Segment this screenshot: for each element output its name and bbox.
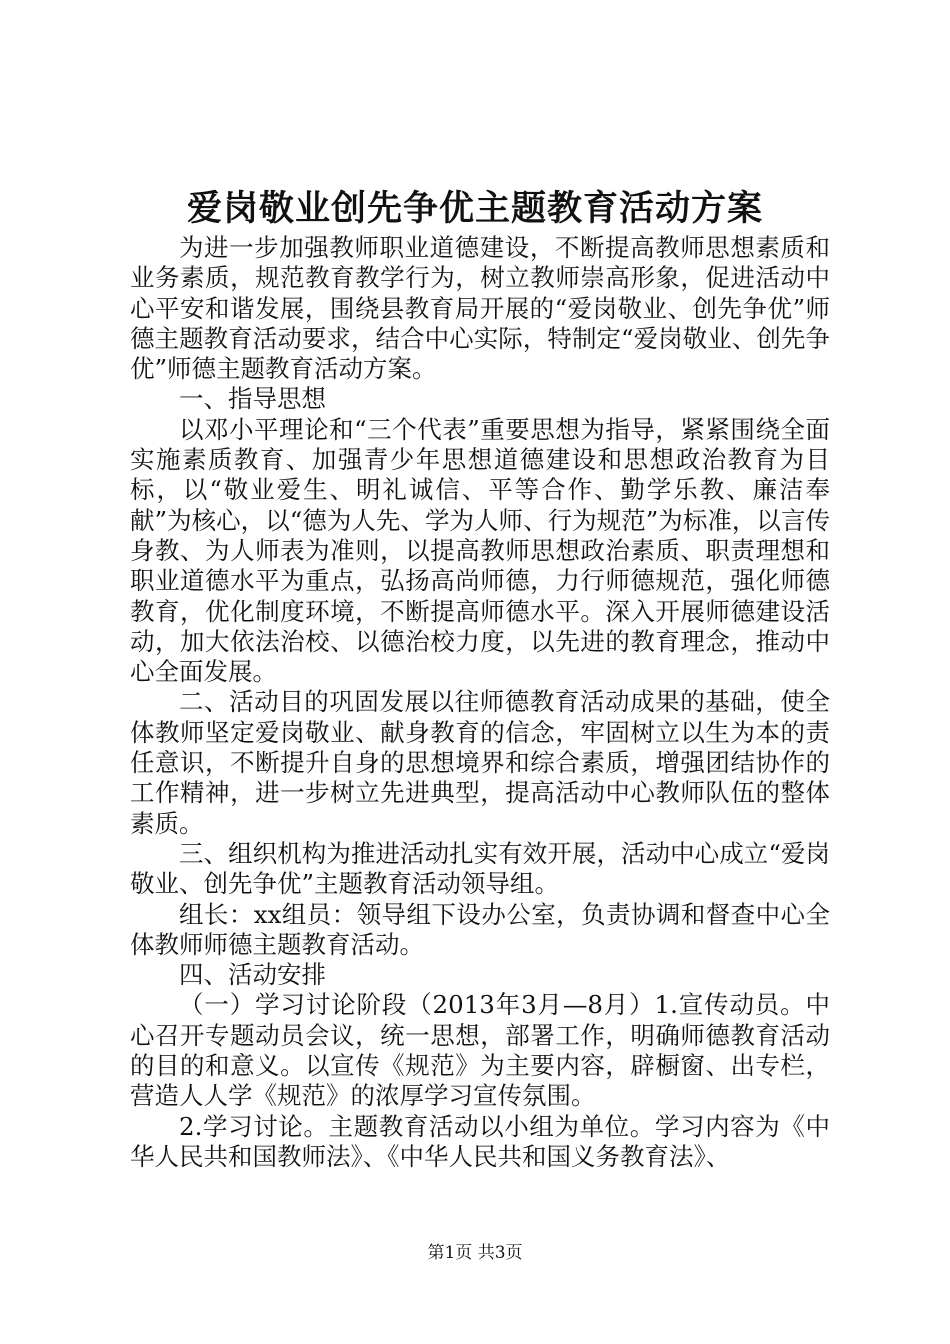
- paragraph-study-discussion: 2.学习讨论。主题教育活动以小组为单位。学习内容为《中华人民共和国教师法》、《中华人民共和国义务教育法》、: [130, 1111, 830, 1171]
- paragraph-group-members: 组长：xx组员：领导组下设办公室，负责协调和督查中心全体教师师德主题教育活动。: [130, 899, 830, 959]
- paragraph-study-stage: （一）学习讨论阶段（2013年3月—8月）1.宣传动员。中心召开专题动员会议，统一思想，部署工作，明确师德教育活动的目的和意义。以宣传《规范》为主要内容，辟橱窗、出专栏，营造人人学《规范》的浓厚学习宣传氛围。: [130, 990, 830, 1111]
- paragraph-activity-purpose: 二、活动目的巩固发展以往师德教育活动成果的基础，使全体教师坚定爱岗敬业、献身教育的信念，牢固树立以生为本的责任意识，不断提升自身的思想境界和综合素质，增强团结协作的工作精神，进一步树立先进典型，提高活动中心教师队伍的整体素质。: [130, 687, 830, 838]
- document-title: 爱岗敬业创先争优主题教育活动方案: [186, 188, 763, 229]
- paragraph-guiding-ideology: 以邓小平理论和“三个代表”重要思想为指导，紧紧围绕全面实施素质教育、加强青少年思想道德建设和思想政治教育为目标，以“敬业爱生、明礼诚信、平等合作、勤学乐教、廉洁奉献”为核心，以“德为人先、学为人师、行为规范”为标准，以言传身教、为人师表为准则，以提高教师思想政治素质、职责理想和职业道德水平为重点，弘扬高尚师德，力行师德规范，强化师德教育，优化制度环境，不断提高师德水平。深入开展师德建设活动，加大依法治校、以德治校力度，以先进的教育理念，推动中心全面发展。: [130, 414, 830, 687]
- paragraph-intro: 为进一步加强教师职业道德建设，不断提高教师思想素质和业务素质，规范教育教学行为，树立教师崇高形象，促进活动中心平安和谐发展，围绕县教育局开展的“爱岗敬业、创先争优”师德主题教育活动要求，结合中心实际，特制定“爱岗敬业、创先争优”师德主题教育活动方案。: [130, 233, 830, 384]
- document-body: [130, 233, 830, 1172]
- heading-guiding-ideology: 一、指导思想: [179, 384, 326, 414]
- page-number: 第1页 共3页: [427, 1243, 523, 1263]
- paragraph-organization: 三、组织机构为推进活动扎实有效开展，活动中心成立“爱岗敬业、创先争优”主题教育活动领导组。: [130, 838, 830, 899]
- heading-activity-schedule: 四、活动安排: [179, 960, 326, 990]
